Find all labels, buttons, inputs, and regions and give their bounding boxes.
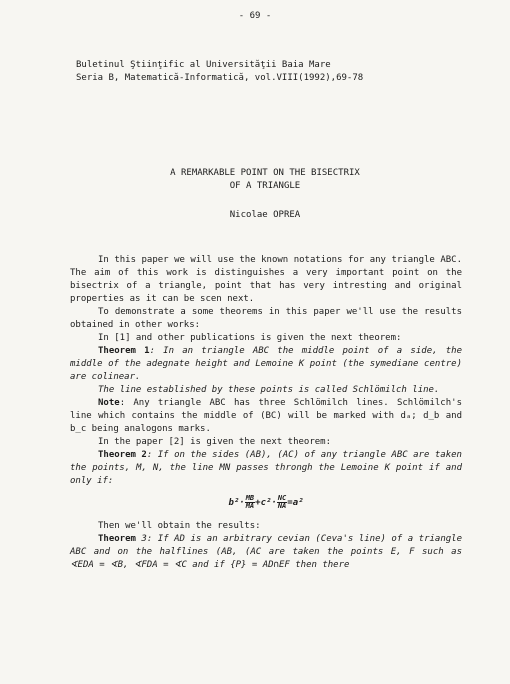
ref1-paragraph: In [1] and other publications is given the next theorem: bbox=[98, 333, 402, 343]
theorem-2-label: Theorem 2 bbox=[98, 450, 147, 460]
demo-paragraph: To demonstrate a some theorems in this paper we'll use the results obtained in other works: bbox=[70, 307, 462, 330]
theorem-1-label: Theorem 1 bbox=[98, 346, 150, 356]
schlomilch-line-paragraph: The line established by these points is called Schlömilch line. bbox=[98, 385, 440, 395]
paper-title bbox=[0, 167, 510, 193]
theorem-2 bbox=[70, 449, 462, 488]
paper-body bbox=[70, 254, 462, 572]
paper-title-line2: OF A TRIANGLE bbox=[229, 181, 301, 191]
theorem-3-text: 3: If AD is an arbitrary cevian (Ceva's line) of a triangle ABC and on the halflines (AB, (AC are taken the points E, F such as ∢EDA = ∢B, ∢FDA = ∢C and if {P} = AD∩EF then there bbox=[70, 534, 462, 570]
ref2-paragraph: In the paper [2] is given the next theorem: bbox=[98, 437, 331, 447]
note-label: Note bbox=[98, 398, 120, 408]
paper-author: Nicolae OPREA bbox=[229, 210, 301, 220]
theorem-3 bbox=[70, 533, 462, 572]
journal-name: Buletinul Ştiinţific al Universităţii Baia Mare bbox=[76, 60, 331, 70]
formula-fraction-1-den: MA bbox=[245, 502, 255, 510]
formula-fraction-2-num: NC bbox=[277, 494, 287, 502]
theorem-2-text: : If on the sides (AB), (AC) of any triangle ABC are taken the points, M, N, the line MN passes throngh the Lemoine K point if and only if: bbox=[70, 450, 462, 486]
note-paragraph bbox=[70, 397, 462, 436]
theorem-3-label: Theorem bbox=[98, 534, 136, 544]
intro-paragraph: In this paper we will use the known notations for any triangle ABC. The aim of this work is distinguishes a very important point on the bisectrix of a triangle, point that has very intresting and original properties as it can be scen next. bbox=[70, 255, 462, 304]
note-text: : Any triangle ABC has three Schlömilch lines. Schlömilch's line which contains the middle of (BC) will be marked with dₐ; d_b and b_c being analogons marks. bbox=[70, 398, 462, 434]
formula-fraction-1-num: MB bbox=[245, 494, 255, 502]
formula-term-2: +c²· bbox=[255, 498, 277, 508]
paper-title-line1: A REMARKABLE POINT ON THE BISECTRIX bbox=[170, 168, 360, 178]
formula-term-3: =a² bbox=[287, 498, 304, 508]
theorem-1 bbox=[70, 345, 462, 384]
formula-fraction-1 bbox=[245, 495, 255, 510]
journal-series: Seria B, Matematică-Informatică, vol.VIII(1992),69-78 bbox=[76, 73, 364, 83]
page-number: - 69 - bbox=[238, 11, 272, 21]
then-paragraph: Then we'll obtain the results: bbox=[98, 521, 261, 531]
formula-fraction-2-den: NA bbox=[277, 502, 287, 510]
journal-header bbox=[76, 59, 496, 85]
formula-term-1: b²· bbox=[228, 498, 245, 508]
formula-fraction-2 bbox=[277, 495, 287, 510]
formula bbox=[70, 495, 462, 510]
theorem-1-text: : In an triangle ABC the middle point of a side, the middle of the adegnate height and Lemoine K point (the symediane centre) are colinear. bbox=[70, 346, 462, 382]
